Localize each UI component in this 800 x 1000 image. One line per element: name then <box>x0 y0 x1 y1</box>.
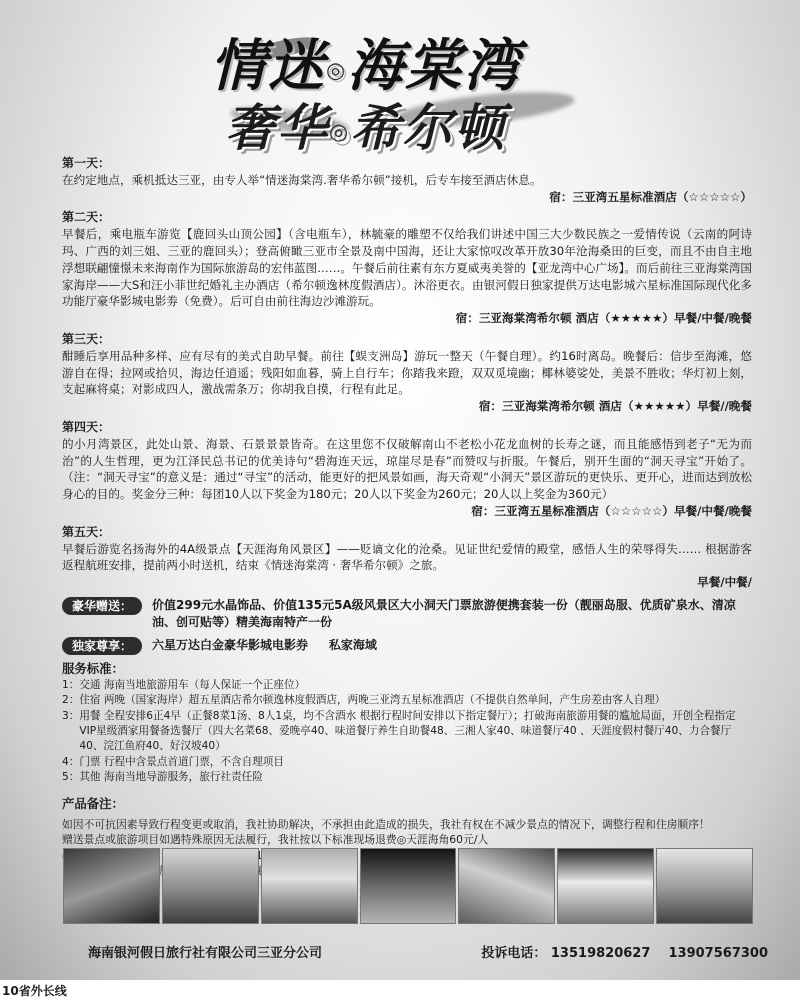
resort-pool-photo <box>162 848 259 924</box>
day-description: 的小月湾景区，此处山景、海景、石景景景皆奇。在这里您不仅破解南山不老松小花龙血树的长寿之谜，而且能感悟到老子“无为而治”的人生哲理，更为江泽民总书记的优美诗句“碧海连天远，琼崖尽是春”而赞叹与折服。午餐后，别开生面的“洞天寻宝”开始了。（注：“洞天寻宝”的意义是：通过“寻宝”的活动，能更好的把风景如画，海天奇观“小洞天”景区游玩的更快乐、更开心，进而达到放松身心的目的。奖金分三种：每团10人以下奖金为180元；20人以下奖金为260元；20人以上奖金为360元） <box>62 436 752 502</box>
service-number: 4： <box>62 755 80 768</box>
day-title: 第一天： <box>62 156 111 170</box>
day-description: 早餐后，乘电瓶车游览【鹿回头山顶公园】（含电瓶车），林毓豪的雕塑不仅给我们讲述中国三大少数民族之一爱情传说（云南的阿诗玛、广西的刘三姐、三亚的鹿回头）；登高俯瞰三亚市全景及南中国海，还让大家惊叹改革开放30年沧海桑田的巨变，而且不由自主地浮想联翩憧憬未来海南作为国际旅游岛的宏伟蓝图……。午餐后前往素有东方夏威夷美誉的【亚龙湾中心广场】。而后前往三亚海棠湾国家海岸——大S和汪小菲世纪婚礼主办酒店（希尔顿逸林度假酒店）。沐浴更衣。由银河假日独家提供万达电影城六星标准国际现代化多功能厅豪华影城电影劵（免费）。后可自由前往海边沙滩游玩。 <box>62 227 752 309</box>
day-title: 第三天： <box>62 331 111 346</box>
day-block <box>62 331 752 415</box>
hotel-room-photo <box>458 848 555 924</box>
title-dot-icon: ◎ <box>326 57 348 84</box>
complaint-phones <box>481 942 768 961</box>
exclusive-text: 六星万达白金豪华影城电影券 私家海域 <box>152 637 377 652</box>
day-accommodation: 宿：三亚湾五星标准酒店（☆☆☆☆☆） <box>549 189 752 204</box>
notes-title: 产品备注： <box>62 795 124 811</box>
poster-title-line1 <box>210 22 630 99</box>
day-title: 第五天： <box>62 524 111 539</box>
poster-title-line2 <box>225 88 645 157</box>
phone-number: 13519820627 <box>550 946 651 961</box>
day-title: 第四天： <box>62 419 111 434</box>
gift-row <box>62 597 752 631</box>
day-description: 早餐后游览名扬海外的4A级景点【天涯海角风景区】——贬谪文化的沧桑。见证世纪爱情的殿堂，感悟人生的荣辱得失…… 根据游客返程航班安排，提前两小时送机，结束《情迷海棠湾 · 奢华希尔顿》之旅。 <box>62 541 752 573</box>
title-text: 奢华 <box>225 98 329 157</box>
day-block <box>62 419 752 520</box>
service-text: 交通 海南当地旅游用车（每人保证一个正座位） <box>79 678 306 691</box>
day-block <box>62 155 752 205</box>
gift-text: 价值299元水晶饰品、价值135元5A级风景区大小洞天门票旅游便携套装一份（靓丽岛服、优质矿泉水、清凉油、创可贴等）精美海南特产一份 <box>152 597 736 629</box>
hotel-lobby-photo <box>63 848 160 924</box>
title-text: 海棠湾 <box>347 33 522 99</box>
day-meals: 早餐/中餐/ <box>697 575 752 590</box>
day-accommodation: 宿：三亚海棠湾希尔顿 酒店（★★★★★）早餐//晚餐 <box>478 399 752 414</box>
service-item <box>62 755 752 770</box>
title-dot-icon: ◎ <box>329 119 351 145</box>
day-accommodation: 宿：三亚海棠湾希尔顿 酒店（★★★★★）早餐/中餐/晚餐 <box>455 311 752 326</box>
photo-strip <box>63 848 753 924</box>
service-number: 3： <box>62 709 80 722</box>
service-item <box>62 709 752 755</box>
exclusive-tag: 独家尊享： <box>62 637 142 655</box>
service-number: 2： <box>62 694 80 707</box>
service-title: 服务标准： <box>62 660 124 676</box>
day-accommodation: 宿：三亚湾五星标准酒店（☆☆☆☆☆）早餐/中餐/晚餐 <box>471 503 752 518</box>
company-name: 海南银河假日旅行社有限公司三亚分公司 <box>88 946 323 961</box>
day-block <box>62 524 752 591</box>
itinerary-content <box>62 155 752 879</box>
beach-cycling-photo <box>656 848 753 924</box>
restaurant-photo <box>360 848 457 924</box>
phone-number: 13907567300 <box>668 946 768 961</box>
footer <box>88 942 768 961</box>
title-text: 希尔顿 <box>350 98 507 157</box>
service-item <box>62 678 752 693</box>
bathroom-photo <box>557 848 654 924</box>
phone-label: 投诉电话： <box>481 946 547 961</box>
gift-tag: 豪华赠送： <box>62 597 142 615</box>
note-line: 如因不可抗因素导致行程变更或取消，我社协助解决，不承担由此造成的损失，我社有权在不减少景点的情况下，调整行程和住房顺序！ <box>62 817 710 831</box>
title-text: 情迷 <box>210 33 326 99</box>
service-item <box>62 693 752 708</box>
service-text: 门票 行程中含景点首道门票，不含自理项目 <box>79 755 284 768</box>
service-text: 其他 海南当地导游服务，旅行社责任险 <box>79 771 263 784</box>
service-text: 用餐 全程安排6正4早（正餐8菜1汤、8人1桌，均不含酒水 根据行程时间安排以下指定餐厅）；打破海南旅游用餐的尴尬局面，开创全程指定VIP星级酒家用餐备选餐厅（四大名菜68、爱晚亭40、味道餐厅养生自助餐48、三湘人家40、味道餐厅40 、天涯度假村餐厅40、力合餐厅40、浣江鱼府40、好汉坡40） <box>79 709 736 753</box>
service-list <box>62 678 752 786</box>
service-text: 住宿 两晚（国家海岸）超五星酒店希尔顿逸林度假酒店，两晚三亚湾五星标准酒店（不提供自然单间，产生房差由客人自理） <box>79 694 666 707</box>
day-description: 在约定地点，乘机抵达三亚，由专人举“情迷海棠湾.奢华希尔顿”接机，后专车接至酒店休息。 <box>62 172 542 187</box>
service-number: 5： <box>62 771 80 784</box>
resort-exterior-photo <box>261 848 358 924</box>
service-number: 1： <box>62 678 80 691</box>
service-item <box>62 770 752 785</box>
route-category-label: 10省外长线 <box>2 984 67 998</box>
note-line: 赠送景点或旅游项目如遇特殊原因无法履行，我社按以下标准现场退费◎天涯海角60元/人 <box>62 833 489 847</box>
day-title: 第二天： <box>62 210 111 225</box>
day-description: 酣睡后享用品种多样、应有尽有的美式自助早餐。前往【蜈支洲岛】游玩一整天（午餐自理）。约16时离岛。晚餐后：信步至海滩，悠游自在得；拉网或拾贝，海边任逍遥；残阳如血暮，骑上自行车；你踏我来蹬，双双觅境幽；椰林婆娑处，美景不胜收；华灯初上刻，支起麻将桌；对影成四人，激战需条万；你胡我自摸，行程有此足。 <box>62 348 752 397</box>
day-block <box>62 209 752 327</box>
exclusive-row <box>62 637 752 655</box>
